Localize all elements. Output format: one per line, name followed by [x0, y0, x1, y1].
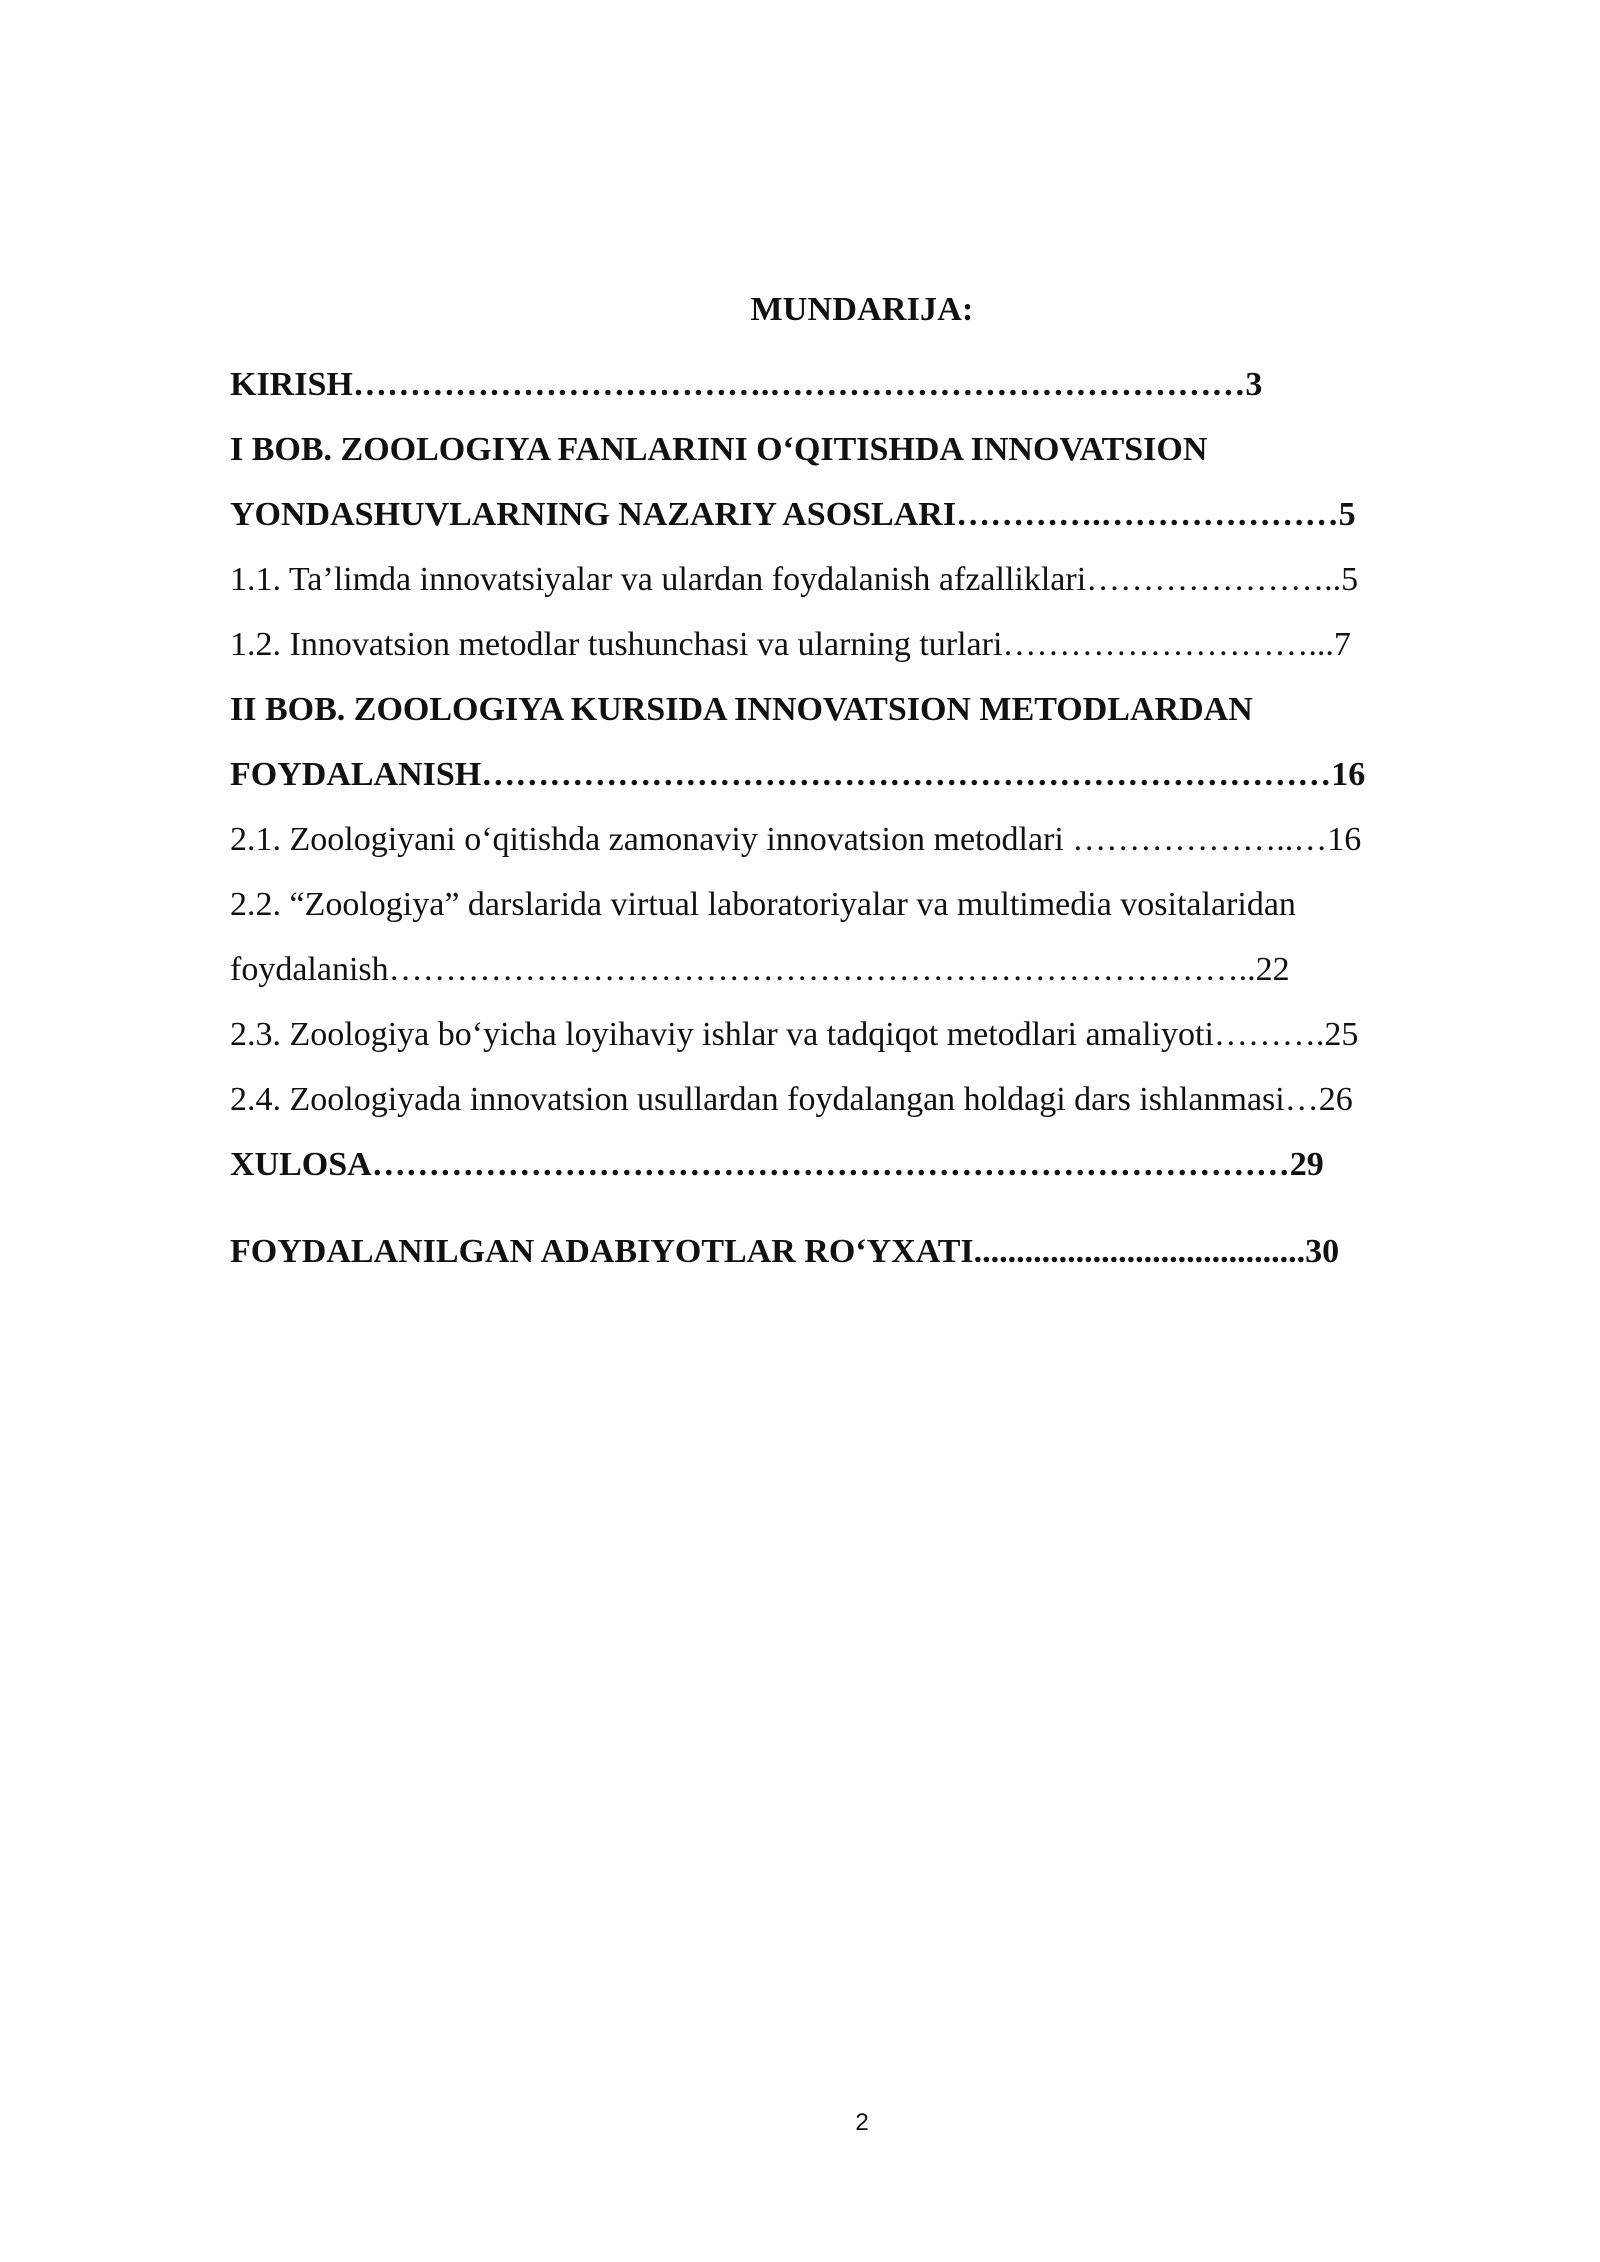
page-number: 2 [855, 2109, 869, 2136]
toc-entry-kirish: KIRISH……………………………….……………………………………3 [230, 366, 1263, 403]
toc-chapter-2-title-line-1: II BOB. ZOOLOGIYA KURSIDA INNOVATSION METODLARDAN [230, 691, 1253, 728]
toc-section-1-1: 1.1. Ta’limda innovatsiyalar va ulardan foydalanish afzalliklari…………………..5 [230, 561, 1359, 598]
toc-section-2-4: 2.4. Zoologiyada innovatsion usullardan foydalangan holdagi dars ishlanmasi…26 [230, 1081, 1353, 1118]
toc-section-2-3: 2.3. Zoologiya bo‘yicha loyihaviy ishlar va tadqiqot metodlari amaliyoti……….25 [230, 1016, 1359, 1053]
toc-section-2-2-line-2: foydalanish…………………………………………………………………..22 [230, 951, 1290, 988]
toc-entry-xulosa: XULOSA………………………………………………………………………29 [230, 1146, 1324, 1183]
toc-section-2-1: 2.1. Zoologiyani o‘qitishda zamonaviy innovatsion metodlari ………………..…16 [230, 821, 1362, 858]
toc-title-text: MUNDARIJA: [750, 291, 974, 328]
toc-chapter-1-title-line-1: I BOB. ZOOLOGIYA FANLARINI O‘QITISHDA INNOVATSION [230, 431, 1208, 468]
toc-section-1-2: 1.2. Innovatsion metodlar tushunchasi va ularning turlari………………………...7 [230, 626, 1351, 663]
table-of-contents [230, 352, 1530, 1284]
toc-chapter-1-title-line-2: YONDASHUVLARNING NAZARIY ASOSLARI………….…………………5 [230, 496, 1356, 533]
toc-entry-references: FOYDALANILGAN ADABIYOTLAR RO‘YXATI.......................................30 [230, 1233, 1340, 1270]
toc-section-2-2-line-1: 2.2. “Zoologiya” darslarida virtual laboratoriyalar va multimedia vositalaridan [230, 886, 1296, 923]
toc-title [0, 288, 1600, 332]
toc-chapter-2-title-line-2: FOYDALANISH…………………………………………………………………16 [230, 756, 1366, 793]
